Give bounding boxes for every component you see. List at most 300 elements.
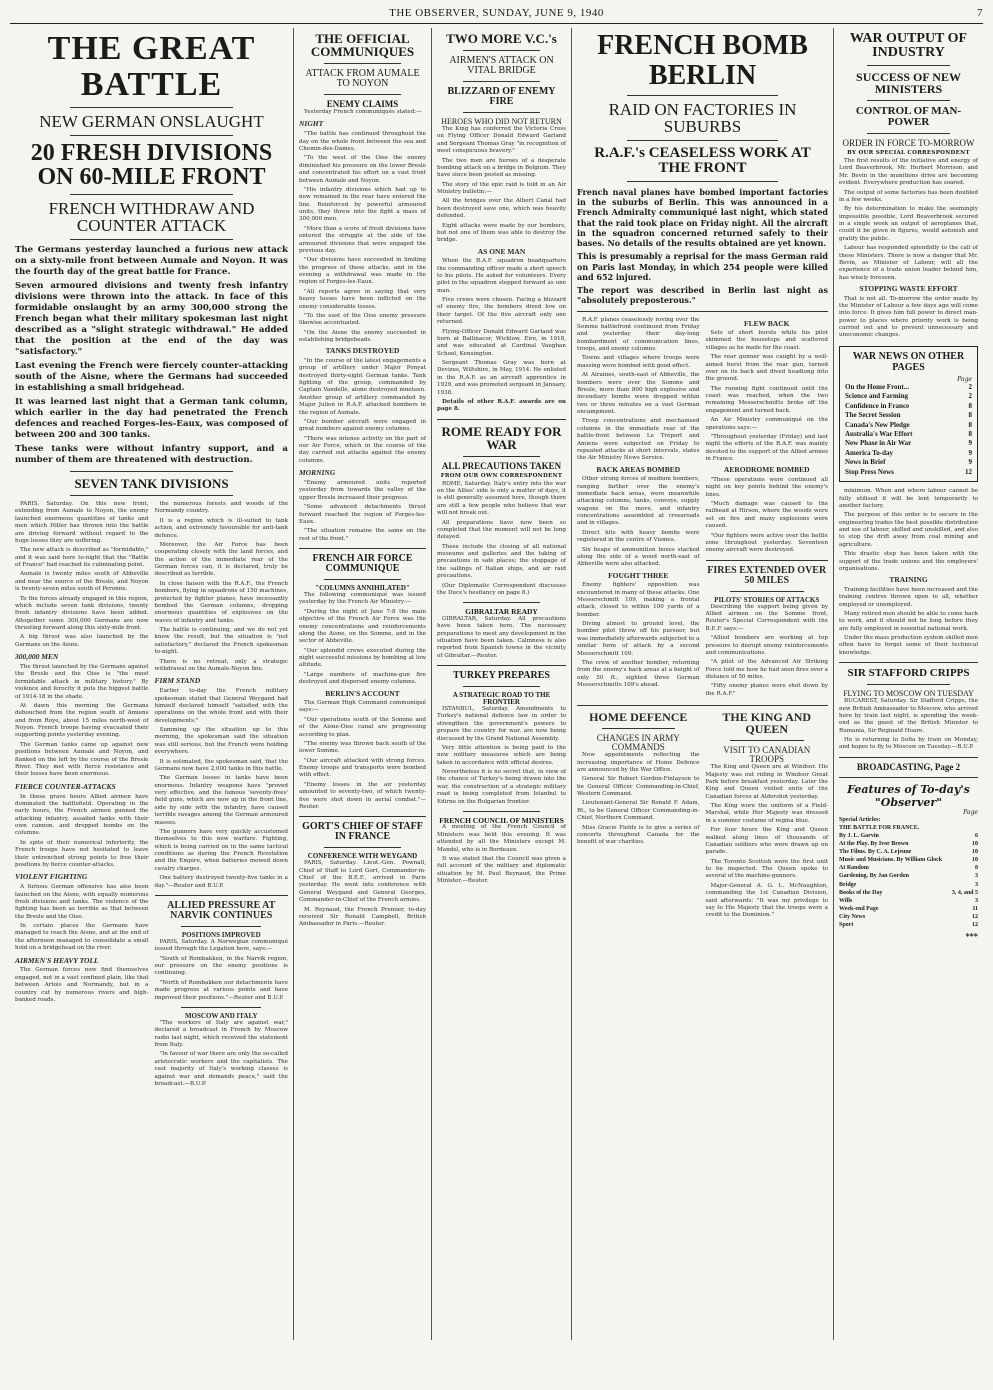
paragraph: R.A.F. planes ceaselessly roving over the Somme battlefront continued from Friday and yesterday their day-long bombardment of communication lines, troops, and enemy columns. [577,316,700,353]
divider [839,662,978,663]
paragraph: The rear gunner was caught by a well-aimed burst from the rear gun, turned over on its back and dived headlong into the ground. [705,354,828,383]
story-left [15,501,149,1090]
paragraph: "South of Rombakken, in the Narvik region, our pressure on the enemy positions is continuing. [154,955,288,977]
column-vcs [432,28,572,1340]
feature-row [839,840,978,848]
paragraph: The thrust launched by the Germans against the Bresle and the Oise is "the most formidable attack in military history." By violence and ferocity it puts the biggest battle of 1914-18 in the shade. [15,664,149,700]
paragraph: "To the east of the Oise enemy pressure likewise accentuated. [299,312,426,327]
divider [70,471,234,472]
paragraph: Other strong forces of medium bombers, ranging farther over the enemy's immediate back areas, were meanwhile attacking columns, tanks, convoys, supply wagons on the move, and infantry concentrations assembled at crossroads and in villages. [577,476,700,527]
paragraph: In close liaison with the R.A.F., the French bombers, flying in squadrons of 150 machines, protected by fighter planes, have incessantly bombed the German columns, dropping enormous quantities of explosives on the waves of infantry and tanks. [154,580,288,624]
divider [463,811,540,812]
headline-french-council: FRENCH COUNCIL OF MINISTERS [439,815,564,825]
index-row [845,402,972,411]
feature-row-label: Special Articles: [839,816,881,823]
paragraph: "The enemy was thrown back south of the lower Somme. [299,740,426,755]
column-french-bomb-berlin [572,28,834,1340]
index-row-label: News in Brief [845,458,886,467]
story-rome [437,481,566,598]
divider [324,579,400,580]
paragraph: General Sir Robert Gordon-Finlayson to be General Officer Commanding-in-Chief, Western Command. [577,776,700,798]
paragraph: In spite of their numerical inferiority, the French troops have not hesitated to leave their entrenched strong points to free their positions by fierce counter-attacks. [15,839,149,868]
story-council [437,824,566,885]
index-row-label: Canada's New Pledge [845,420,910,429]
index-row-label: On the Home Front... [845,382,910,391]
subhead-aumale-noyon: ATTACK FROM AUMALE TO NOYON [305,68,420,89]
feature-row [839,905,978,913]
subhead-pilots-stories: PILOTS' STORIES OF ATTACKS [714,595,820,604]
paragraph: ISTANBUL, Saturday. Amendments to Turkey's national defence law in order to strengthen the government's powers to prepare the country for war, are now being discussed by the Grand National Assembly. [437,706,566,742]
index-list [845,383,972,477]
divider [730,591,804,592]
divider [463,50,540,51]
story-right [155,501,289,1090]
feature-row-page: 11 [972,905,978,912]
paragraph: Flying-Officer Donald Edward Garland was born at Ballinacor, Wicklow, Eire, in 1918, and was educated at Cardinal Vaughan School, Kensington. [437,328,566,357]
story-columns-lower [577,711,828,922]
paragraph: Sergeant Thomas Gray was born at Devizes, Wiltshire, in May, 1914. He enlisted in the R.A.F. as an aircraft apprentice in 1929, and was promoted sergeant in January, 1938. [437,360,566,396]
divider [463,686,540,687]
paragraph: The purpose of this order is to secure in the engineering trades the best possible distribution and use of labour, skilled and unskilled, and also to stop the drift away from coal mining and agriculture. [839,512,978,548]
divider [867,684,950,685]
paragraph: "The battle has continued throughout the day on the whole front between the sea and Chemin-des-Dames. [299,131,426,153]
feature-row-label: At Random [839,865,869,872]
feature-row [839,889,978,897]
paragraph: Very little attention is being paid to the new military measures which are being taken in accordance with official desires. [437,744,566,766]
columns [10,28,983,1340]
story-right [706,317,829,701]
headline-great: THE GREAT [47,30,256,67]
paragraph: The first results of the initiative and energy of Lord Beaverbrook, Mr. Herbert Morrison, and Mr. Bevin in the munitions drive are becoming evident. Everywhere production has soared. [839,158,978,187]
headline-two-more-vcs: TWO MORE V.C.'s [446,31,557,46]
index-row-label: Confidence in France [845,401,910,410]
paragraph: "In favour of war there are only the so-called aristocratic workers and the capitalists. The vast majority of Italy's working classes is against war and demands peace," said the broadcast.—B.U.P. [154,1051,288,1087]
paragraph: GIBRALTAR, Saturday. All precautions have been taken here. The necessary preparations to meet any development in the situation have been taken. Calmness is also reported from Spanish towns in the vicinity of Gibraltar.—Reuter. [437,615,566,659]
paragraph: The running fight continued until the coast was reached, when the two remaining Messerschmitts broke off the engagement and turned back. [705,385,828,414]
divider [577,705,828,706]
war-news-index-box [839,346,978,482]
index-row [845,449,972,458]
feature-row [839,864,978,872]
paragraph: Six heaps of ammunition boxes stacked along the side of a wood north-east of Abbeville were also attacked. [577,546,700,568]
headline-battle: BATTLE [80,66,223,103]
paragraph: the numerous forests and woods of the Normandy country. [154,501,288,515]
feature-row-page: 3 [975,873,978,880]
paragraph: The Toronto Scottish were the first unit to be inspected. The Queen spoke to several of the machine-gunners. [705,858,828,880]
divider [867,133,950,134]
index-row [845,392,972,401]
index-row-label: Stop Press News [845,467,894,476]
feature-row [839,921,978,929]
story-gibraltar [437,616,566,660]
divider [839,757,978,758]
divider [299,548,426,549]
divider [602,728,676,729]
divider [324,94,400,95]
story-war-output-cont [839,488,978,657]
paragraph: When the R.A.F. squadron headquarters the commanding officer made a short speech to his pilots. He asked for volunteers. Every pilot in the squadron stepped forward as one man. [437,258,566,294]
lead-paragraph: It was learned last night that a German tank column, which earlier in the day had penetrated the French defences and reached Forges-les-Eaux, was composed of between 200 and 300 tanks. [15,397,288,440]
divider [324,847,400,848]
feature-row [839,848,978,856]
paragraph: "In the course of the latest engagements a group of artillery under Major Ponyat destroyed thirty-eight German tanks. Tank fighting of the group, commanded by Captain Vandelle, alone destroyed nineteen. Another group of artillery commanded by Major Julien in R.A.F. attacked bombers in the region of Aumale. [299,357,426,416]
paragraph: In these grave hours Allied airmen have dominated the battlefield. Operating in the early hours, the French airmen gunned the attacking infantry, assailed tanks with their own cannon, and dropped bombs on the columns. [15,793,149,837]
paragraph: At Airaines, south-east of Abbeville, the bombers were over the Somme and Bresle, more than 800 high explosive and incendiary bombs were dropped within two or three minutes on a vast German encampment. [577,372,700,416]
index-row-page: 8 [968,411,972,420]
divider [730,740,804,741]
story-war-output [839,158,978,340]
paragraph: "More than a score of fresh divisions have entered the struggle at the side of the armoured divisions that were engaged the previous day. [299,225,426,254]
subhead-weygand: CONFERENCE WITH WEYGAND [307,852,418,861]
headline-official-communiques: THE OFFICIAL COMMUNIQUES [310,31,415,59]
lead-paragraph: These tanks were without infantry support, and a number of them are threatened with destruction. [15,444,288,465]
divider [70,135,234,136]
paragraph: For four hours the King and Queen walked along lines of thousands of Canadian soldiers who were drawn up on parade. [705,827,828,856]
paragraph: "Throughout yesterday (Friday) and last night the efforts of the R.A.F. was mainly devoted to the support of the Allied armies in France. [705,433,828,463]
subhead-stopping-waste: STOPPING WASTE EFFORT [859,284,958,293]
paragraph: He is returning to Sofia by train on Monday, and hopes to fly to Moscow on Tuesday.—B.U.P. [839,737,978,751]
paragraph: All the bridges over the Albert Canal had been destroyed save one, which was heavily defended. [437,198,566,220]
paragraph: BUCAREST, Saturday. Sir Stafford Cripps, the new British Ambassador to Moscow, who arrived here by train last night, is spending the week-end as the guest of the British Minister to Rumania, Sir Reginald Hoare. [839,698,978,734]
feature-row [839,824,978,832]
paragraph: "Much damage was caused to the railhead at Hirson, where the woods were set on fire and many explosions were caused. [705,501,828,530]
paragraph: The German losses in tanks have been enormous. Infantry weapons have "proved very effective, and the famous 'seventy-fives' field guns, which are now up in the front line, side by side with the infantry, have caused terrible ravages among the German armoured masses. [154,775,288,826]
paragraph: Yesterday French communiqués stated:— [304,109,422,115]
paragraph: The crew of another bomber, returning from the enemy's back areas at a height of only 50 ft., sighted three German Messerschmitts 109's ahead. [577,659,700,689]
paragraph: Direct hits with heavy bombs were registered in the centre of Vismes. [577,529,700,544]
column-communiques [294,28,432,1340]
index-title: WAR NEWS ON OTHER PAGES [852,350,965,373]
paragraph: "These operations were continued all night on key points behind the enemy's lines. [705,476,828,498]
feature-row [839,816,978,824]
subhead-vital-bridge: AIRMEN'S ATTACK ON VITAL BRIDGE [449,55,554,76]
story-communiques [299,109,426,543]
subhead-300000-men: 300,000 MEN [15,652,59,662]
paragraph: "On the Aisne the enemy succeeded in establishing bridgeheads. [299,329,426,344]
paragraph: The King has conferred the Victoria Cross on Flying Officer Donald Edward Garland and Sergeant Thomas Gray "in recognition of most conspicuous bravery." [437,126,566,155]
subhead-training: TRAINING [889,575,928,585]
paragraph: Labour has responded splendidly to the call of these Ministers. There is now a danger that Mr. Bevin, as Minister of Labour, will all the experience of a trade union leader behind him, has wisely foreseen. [839,245,978,281]
paragraph: To the forces already engaged in this region, which include seven tank divisions, twenty fresh infantry divisions have been added. Altogether some 300,000 Germans are now thrusting forward along this sixty-mile front. [15,595,149,631]
paragraph: "North of Rombakken our detachments have made progress at various points and have improved their positions."—Reuter and B.U.P. [154,979,288,1001]
subhead-strategic-road: A STRATEGIC ROAD TO THE FRONTIER [452,691,551,706]
paragraph: Many retired men should be able to come back to work, and it should not be long before they are fully employed in essential national work. [839,610,978,632]
index-row-page: 8 [968,401,972,410]
feature-row-label: Bridge [839,881,857,888]
subhead-enemy-claims: ENEMY CLAIMS [326,99,399,109]
paragraph: The King wore the uniform of a Field-Marshal, while Her Majesty was dressed in a summer costume of regina blue. [705,803,828,824]
story-king-queen [706,711,829,922]
lead-paragraph: Last evening the French were fiercely counter-attacking south of the Aisne, where the Germans had succeeded in establishing a small bridgehead. [15,361,288,393]
paragraph: PARIS, Saturday. A Norwegian communiqué issued through the Legation here, says:— [154,938,288,953]
paragraph: Major-General A. G. L. McNaughton, commanding the 1st Canadian Division, said afterwards: "It was my privilege to say to His Majesty that the troops were a credit to the Dominion." [705,882,828,919]
divider [706,560,829,561]
paragraph: The German forces now find themselves engaged, not in a vast confined plain, like that between Artois and Normandy, but in a country cut by numerous rivers and high-banked roads. [15,967,149,1003]
paragraph: ROME, Saturday. Italy's entry into the war on the Allies' side is only a matter of days, it is still generally assumed here, though there are still a few people who believe that war will not break out. [437,480,566,517]
headline-berlin: BERLIN [648,60,757,91]
divider [437,419,566,420]
subhead-violent-fighting: VIOLENT FIGHTING [15,872,88,882]
index-row-page: 2 [968,382,972,391]
feature-row-page: 3 [975,881,978,888]
features-list [839,816,978,929]
subhead-firm-stand: FIRM STAND [154,676,201,686]
feature-row-label: Music and Musicians. By William Glock [839,857,943,864]
paragraph: That is not all. To-morrow the order made by the Minister of Labour a few days ago will come into force. It gives him full power to direct man-power to places where priority work is being carried out and to prevent unnecessary and uneconomic changes. [839,295,978,339]
paragraph: "Our divisions have succeeded in limiting the progress of these attacks, and in the evening a withdrawal was made in the region of Forges-les-Eaux. [299,257,426,286]
lead-paragraph: Seven armoured divisions and twenty fresh infantry divisions were thrown into the attack. In face of this formidable onslaught by an army 300,000 strong the French began what their military spokesman last night described as a "slight strategic withdrawal." He added that the position at the end of the day was "satisfactory." [15,281,288,357]
paragraph: "His infantry divisions which had up to now remained in the rear have entered the line. Reinforced by powerful armoured units, they threw into the fight a mass of 300,000 men. [299,186,426,223]
divider [181,1007,261,1008]
index-row-label: Australia's War Effort [845,429,913,438]
index-row-page: 2 [968,392,972,401]
paragraph: The following communiqué was issued yesterday by the French Air Ministry:— [299,592,426,606]
feature-row-page: 10 [972,841,978,848]
paragraph: The new attack is described as "formidable," and it was said here to-night that the "Battle of France" had reached its culminating point. [15,547,149,568]
story-air-force [299,592,426,811]
paragraph: The gunners have very quickly accustomed themselves to this new warfare. Fighting, which is being carried on in the same tactical conditions as during the French Revolution and the Empire, when batteries mowed down cavalry charges. [154,828,288,872]
paragraph: New appointments reflecting the increasing importance of Home Defence are announced by the War Office. [577,752,700,773]
feature-row-page: 10 [972,849,978,856]
subhead-flew-back: FLEW BACK [744,318,790,328]
paragraph: "The workers of Italy are against war," declared a broadcast in French by Moscow radio last night, which received the statement from Italy. [154,1019,288,1049]
subhead-morning: MORNING [299,468,336,478]
paragraph: "The situation remains the same on the rest of the front." [299,528,426,542]
paragraph: An Air Ministry communiqué on the operations says:— [705,417,828,431]
feature-row-page: 6 [975,832,978,839]
paragraph: It is a region which is ill-suited to tank action, and extremely favourable for anti-tank defence. [154,517,288,539]
story-home-defence [577,711,700,922]
divider [70,107,234,108]
feature-row-page: 12 [972,921,978,928]
paragraph: Miss Gracie Fields is to give a series of concerts throughout Canada for the benefit of war charities. [577,824,700,846]
feature-row-label: At the Play. By Ivor Brown [839,841,909,848]
feature-row-label: Books of the Day [839,889,883,896]
paragraph: M. Reynaud, the French Premier, to-day received Sir Ronald Campbell, British Ambassador in Paris.—Reuter. [299,906,426,928]
feature-row-page: 3, 4, and 5 [951,889,978,896]
index-row [845,421,972,430]
subhead-counter-attacks: FIERCE COUNTER-ATTACKS [15,781,116,791]
index-row [845,430,972,439]
subhead-fought-three: FOUGHT THREE [608,570,669,580]
index-row-page: 8 [968,429,972,438]
subhead-blizzard: BLIZZARD OF ENEMY FIRE [447,86,556,107]
subhead-new-onslaught: NEW GERMAN ONSLAUGHT [39,112,264,131]
story-gort [299,860,426,928]
subhead-new-ministers: SUCCESS OF NEW MINISTERS [856,70,961,96]
page-number: 7 [977,7,983,19]
paragraph: There is no retreat, only a strategic withdrawal on the Aumale-Noyon line. [154,658,288,672]
headline-french-bomb: FRENCH BOMB [597,30,808,61]
story-vcs [437,126,566,414]
subhead-heroes: HEROES WHO DID NOT RETURN [441,117,562,126]
story-columns [15,501,288,1090]
divider [577,311,828,312]
headline-rome-ready: ROME READY FOR WAR [441,423,562,452]
headline-fires-extended: FIRES EXTENDED OVER 50 MILES [707,564,827,586]
headline-king-queen: THE KING AND QUEEN [722,710,812,737]
divider [839,777,978,778]
paragraph: Towns and villages where troops were massing were bombed with good effect. [577,355,700,369]
paragraph: The German tanks came up against new positions between Aumale and Noyon, and flanked on the left by the course of the Bresle River. They met with fierce resistance and their losses have been enormous. [15,741,149,778]
paragraph: PARIS, Saturday. On this new front, extending from Aumale to Noyon, the enemy launched enormous quantities of tanks and men which Hitler has thrown into the battle are driving forward without regard to the huge losses they are suffering. [15,501,149,544]
subhead-fresh-divisions: 20 FRESH DIVISIONS ON 60-MILE FRONT [30,140,273,190]
paragraph: Eight attacks were made by our bombers, but not one of them was able to destroy the bridge. [437,222,566,244]
feature-row [839,913,978,921]
feature-row-label: The Films. By C. A. Lejeune [839,849,912,856]
paragraph: Describing the support being given by Allied airmen on the Somme front, Reuter's Special Correspondent with the B.E.F. says:— [705,603,828,632]
paragraph: "Enemy losses in the air yesterday amounted to seventy-two, of which twenty-five were shot down in aerial combat."—Reuter. [299,781,426,810]
paragraph: "Our splendid crews executed during the night successful missions by bombing at low altitude. [299,647,426,669]
paragraph: Training facilities have been increased and the training centres thrown open to all, whether employed or unemployed. [839,586,978,608]
divider [324,63,400,64]
paragraph: Moreover, the Air Force has been cooperating closely with the land forces, and the action of the immediate rear of the German forces can, it is declared, truly be described as terrible. [154,541,288,578]
index-row-label: New Phase in Air War [845,439,912,448]
subhead-tanks-destroyed: TANKS DESTROYED [325,346,400,356]
broadcasting-notice: BROADCASTING, Page 2 [856,761,961,772]
paragraph: Diving almost to ground level, the bomber pilot threw off his pursuer, but was immediately afterwards subjected to a similar form of attack by a second Messerschmitt 109. [577,621,700,657]
lead-story-berlin [577,187,828,306]
subhead-as-one-man: AS ONE MAN [477,246,526,256]
paragraph: Lieutenant-General Sir Ronald F. Adam, Bt., to be General Officer Commanding-in-Chief, Northern Command. [577,800,700,822]
subhead-positions-improved: POSITIONS IMPROVED [181,930,261,939]
subhead-columns-annihilated: "COLUMNS ANNIHILATED" [315,584,410,593]
index-row [845,411,972,420]
paragraph: Nevertheless it is no secret that, in view of the chance of Turkey's being drawn into the war, the construction of a strategic military road is being completed from Istanbul to Edirne on the Bulgarian frontier. [437,769,566,805]
index-row-label: Science and Farming [845,392,908,401]
subhead-order-in-force: ORDER IN FORCE TO-MORROW [842,138,975,148]
masthead-title: THE OBSERVER, SUNDAY, JUNE 9, 1940 [389,7,604,19]
end-mark: *** [965,931,978,942]
feature-row-page: 12 [972,913,978,920]
subhead-berlins-account: BERLIN'S ACCOUNT [325,688,400,698]
index-row-label: The Secret Session [845,411,901,420]
divider [627,95,778,96]
divider [70,194,234,195]
feature-row-page: 8 [975,865,978,872]
story-turkey [437,706,566,806]
paragraph: By his determination to make the seemingly impossible possible, Lord Beaverbrook secured in a single week an output of aeroplanes that, could it be given in figures, would astonish and gratify the public. [839,206,978,242]
headline-gibraltar: GIBRALTAR READY [465,607,538,617]
feature-row [839,881,978,889]
paragraph: This drastic step has been taken with the support of the trade unions and the employers' organisations. [839,551,978,572]
index-row-page: 12 [965,467,972,476]
paragraph: "Our aircraft attacked with strong forces. Enemy troops and transports were bombed with effect. [299,757,426,779]
index-row [845,439,972,448]
paragraph: "Fifty enemy planes were shot down by the R.A.F." [705,683,828,697]
feature-row-label: Sport [839,921,854,928]
paragraph: It was stated that the Council was given a full account of the military and diplomatic situation by M. Paul Reynaud, the Prime Minister.—Reuter. [437,855,566,884]
paragraph: A furious German offensive has also been launched on the Aisne, with equally numerous fresh divisions and tanks. The violence of the fighting has been as terrible as that between the Bresle and the Oise. [15,884,149,920]
feature-row [839,897,978,905]
subhead-army-commands: CHANGES IN ARMY COMMANDS [596,733,680,753]
paragraph: Five crews were chosen. Facing a blizzard of enemy fire, the bombers dived low on their target. Of the five aircraft only one returned. [437,297,566,326]
divider [181,926,261,927]
index-row [845,468,972,477]
divider [437,665,566,666]
features-title: Features of To-day's "Observer" [847,782,970,809]
byline: FROM OUR OWN CORRESPONDENT [440,472,563,479]
paragraph: The battle is continuing, and we do not yet know the result, but the situation is "not satisfactory," declared the French spokesman to-night. [154,627,288,656]
feature-row [839,872,978,880]
story-cripps [839,698,978,752]
paragraph: Aumale is twenty miles south of Abbeville and near the source of the Bresle, and Noyon is twenty-seven miles south of Peronne. [15,571,149,593]
paragraph: The King and Queen are at Windsor. His Majesty was out riding in Windsor Great Park before breakfast yesterday. Later the King and Queen visited units of the Canadian forces at Aldershot yesterday. [705,764,828,800]
feature-row-label: City News [839,913,866,920]
divider [463,602,540,603]
paragraph: Troop concentrations and mechanised columns in the immediate rear of the battle-front between Le Tréport and Amiens were subjected on Friday to repeated attacks at short intervals, states the Air Ministry News Service. [577,418,700,462]
headline-narvik: ALLIED PRESSURE AT NARVIK CONTINUES [167,899,276,921]
divider [70,495,234,496]
paragraph: "Our fighters were active over the battle zone throughout yesterday. Seventeen enemy aircraft were destroyed. [705,532,828,554]
paragraph: Earlier to-day the French military spokesman stated that General Weygand had himself declared himself "satisfied with the operations on the whole front and with their developments." [154,688,288,724]
paragraph: "Large numbers of machine-gun fire destroyed and dispersed enemy columns. [299,671,426,686]
section-seven-tank-divisions: SEVEN TANK DIVISIONS [74,476,229,491]
column-great-battle [10,28,294,1340]
feature-row-label: By J. L. Garvin [839,832,879,839]
paragraph: "To the west of the Oise the enemy diminished his pressure on the lower Bresle and concentrated his effort on a vast front between Aumale and Noyon. [299,155,426,184]
paragraph: A meeting of the French Council of Ministers was held this evening. It was attended by all the Ministers except M. Mandel, who is in Bordeaux. [437,824,566,853]
index-row-page: 9 [968,439,972,448]
headline-air-force-communique: FRENCH AIR FORCE COMMUNIQUE [312,553,413,575]
story-columns [577,317,828,701]
headline-home-defence: HOME DEFENCE [589,710,688,725]
lead-story [15,245,288,466]
paragraph: "Some advanced detachments thrust forward reached the region of Forges-les-Eaux. [299,504,426,525]
subhead-aerodrome: AERODROME BOMBED [723,465,810,475]
index-row [845,383,972,392]
index-row-label: America To-day [845,448,894,457]
subhead-flying-moscow: FLYING TO MOSCOW ON TUESDAY [843,689,974,699]
story-left [577,317,700,701]
feature-row-page: 3 [975,897,978,904]
index-page-header: Page [957,375,972,383]
divider [867,65,950,66]
paragraph: Summing up the situation up to this morning, the spokesman said the situation was still serious, but the French were holding everywhere. [154,727,288,756]
lead-paragraph: The Germans yesterday launched a furious new attack on a sixty-mile front between Aumale and Noyon. It was the fourth day of the great battle for France. [15,245,288,277]
subhead-airmens-toll: AIRMEN'S HEAVY TOLL [15,955,99,965]
paragraph: In certain places the Germans have managed to reach the Aisne, and at the end of the afternoon managed to consolidate a small hold on a bridgehead on the river. [15,923,149,952]
paragraph: minimum. When and where labour cannot be fully utilised it will be lent temporarily to another factory. [839,488,978,509]
paragraph: "Enemy armoured units reported yesterday from towards the valley of the upper Bresle increased their progress. [299,480,426,501]
divider [463,112,540,113]
subhead-canadian-troops: VISIT TO CANADIAN TROOPS [723,745,811,765]
features-page-header: Page [963,808,978,816]
paragraph: These include the closing of all national museums and galleries and the taking of precautions in safe places; the stoppage of the sailings of Italian ships, and air raid precautions. [437,543,566,580]
feature-row-label: Gardening. By Jan Gordon [839,873,910,880]
divider [70,239,234,240]
divider [867,100,950,101]
paragraph: The story of the epic raid is told in an Air Ministry bulletin:— [437,181,566,195]
paragraph: "Our operations south of the Somme and of the Aisne-Oise canal are progressing according to plan. [299,716,426,738]
subhead-raid-factories: RAID ON FACTORIES IN SUBURBS [608,100,797,136]
paragraph: (Our Diplomatic Correspondent discusses the Duce's hesitancy on page 8.) [437,582,566,596]
byline: BY OUR SPECIAL CORRESPONDENT [847,150,970,156]
paragraph: "During the night of June 7-8 the main objective of the French Air Force was the enemy concentrations and reinforcements along the Aisne, on the Somme, and in the sector of Abbeville. [299,608,426,645]
paragraph: At dawn this morning the Germans debouched from the region south of Amiens and from Roye, about 15 miles north-west of Noyon. French troops having evacuated their supporting points yesterday evening. [15,702,149,739]
divider [155,895,289,896]
divider [463,81,540,82]
lead-paragraph: French naval planes have bombed important factories in the suburbs of Berlin. This was announced in a French Admiralty communiqué last night, which stated that the raid took place on Friday night. All the aircraft in the squadron concerned returned safely to their bases. No details of the results obtained are yet known. [577,187,828,249]
paragraph: "All reports agree in saying that very heavy losses have been inflicted on the enemy considerable losses. [299,288,426,310]
paragraph: "There was intense activity on the part of our Air Force, which in the course of the day carried out attacks against the enemy columns. [299,435,426,464]
headline-gorts-chief: GORT'S CHIEF OF STAFF IN FRANCE [302,821,423,843]
subhead-man-power: CONTROL OF MAN-POWER [855,105,962,128]
paragraph: Sets of short bursts while his pilot skimmed the housetops and scattered villages as he made for the coast. [705,330,828,351]
index-row [845,458,972,467]
divider [299,816,426,817]
divider [627,140,778,141]
